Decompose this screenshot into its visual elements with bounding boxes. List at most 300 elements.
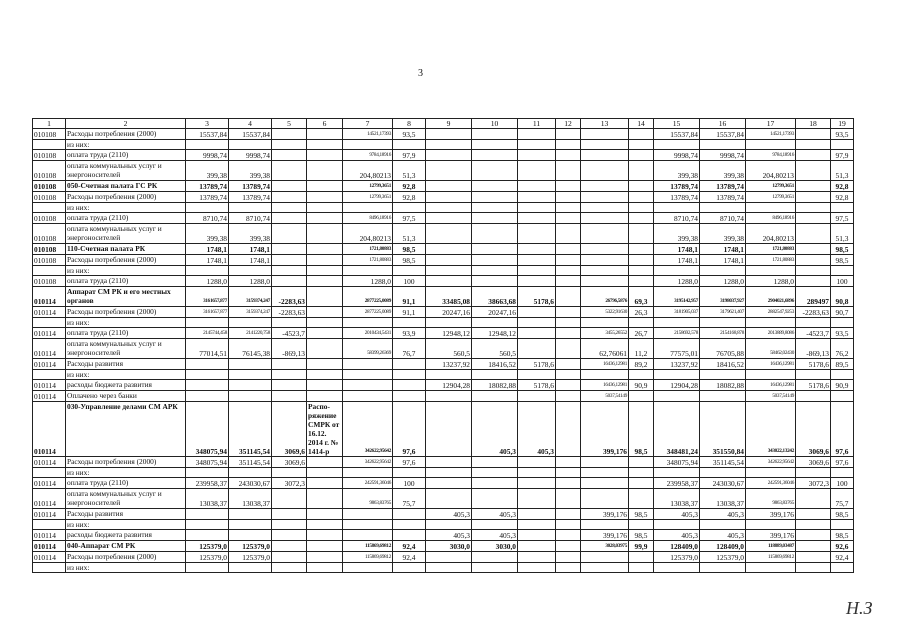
value-cell	[700, 520, 746, 530]
value-cell	[472, 478, 518, 489]
value-cell: 89,2	[629, 359, 654, 370]
value-cell	[229, 391, 272, 402]
value-cell	[426, 224, 472, 244]
value-cell	[307, 328, 343, 339]
value-cell	[272, 489, 307, 509]
value-cell	[307, 181, 343, 192]
value-cell	[518, 203, 556, 213]
value-cell: 3195142,957	[654, 287, 700, 307]
value-cell	[472, 140, 518, 150]
value-cell: 26,3	[629, 307, 654, 318]
value-cell: 98,5	[831, 509, 854, 520]
value-cell	[629, 244, 654, 255]
value-cell: 38663,68	[472, 287, 518, 307]
code-cell: 010114	[33, 541, 66, 552]
code-cell: 010108	[33, 224, 66, 244]
value-cell: 77014,51	[186, 339, 229, 359]
description-cell: оплата труда (2110)	[66, 150, 186, 161]
value-cell: 399,38	[186, 161, 229, 181]
table-row	[33, 509, 854, 520]
value-cell: 11,2	[629, 339, 654, 359]
value-cell: 13789,74	[654, 192, 700, 203]
column-number: 8	[393, 119, 426, 129]
value-cell	[518, 339, 556, 359]
value-cell	[343, 266, 393, 276]
value-cell: 13789,74	[186, 181, 229, 192]
value-cell: 14521,17393	[746, 129, 796, 140]
value-cell: 239958,37	[186, 478, 229, 489]
value-cell: 3181905,037	[654, 307, 700, 318]
value-cell: 20247,16	[472, 307, 518, 318]
column-number: 9	[426, 119, 472, 129]
value-cell: 405,3	[426, 530, 472, 541]
value-cell	[307, 203, 343, 213]
value-cell: 26796,5876	[581, 287, 629, 307]
value-cell: 399,38	[229, 161, 272, 181]
value-cell: 13237,92	[426, 359, 472, 370]
value-cell: 3069,6	[272, 457, 307, 468]
value-cell: 125379,0	[654, 552, 700, 563]
table-row	[33, 468, 854, 478]
value-cell: 93,5	[831, 328, 854, 339]
value-cell: 5178,6	[518, 359, 556, 370]
value-cell	[796, 391, 831, 402]
value-cell	[629, 266, 654, 276]
value-cell	[272, 530, 307, 541]
value-cell	[426, 192, 472, 203]
value-cell	[343, 203, 393, 213]
value-cell	[796, 244, 831, 255]
table-row	[33, 541, 854, 552]
value-cell: 399,38	[186, 224, 229, 244]
value-cell: 1288,0	[746, 276, 796, 287]
value-cell: 2154168,878	[700, 328, 746, 339]
value-cell: 97,6	[831, 402, 854, 457]
value-cell: 342622,95642	[746, 457, 796, 468]
value-cell	[426, 255, 472, 266]
value-cell	[426, 244, 472, 255]
value-cell	[518, 150, 556, 161]
value-cell	[272, 318, 307, 328]
value-cell	[307, 150, 343, 161]
value-cell: 12799,3651	[343, 192, 393, 203]
value-cell	[581, 520, 629, 530]
value-cell: 13789,74	[700, 181, 746, 192]
value-cell	[581, 150, 629, 161]
value-cell	[426, 203, 472, 213]
value-cell: 18416,52	[472, 359, 518, 370]
value-cell: 128409,0	[654, 541, 700, 552]
value-cell	[272, 192, 307, 203]
value-cell: 1288,0	[343, 276, 393, 287]
value-cell	[393, 140, 426, 150]
description-cell: Расходы потребления (2000)	[66, 307, 186, 318]
value-cell	[307, 468, 343, 478]
value-cell	[518, 541, 556, 552]
value-cell	[307, 530, 343, 541]
value-cell: 15537,84	[654, 129, 700, 140]
description-cell: расходы бюджета развития	[66, 380, 186, 391]
value-cell	[426, 391, 472, 402]
value-cell: 399,38	[654, 161, 700, 181]
value-cell: 399,176	[581, 530, 629, 541]
value-cell: 3069,6	[272, 402, 307, 457]
value-cell: 8710,74	[186, 213, 229, 224]
value-cell: 100	[393, 478, 426, 489]
code-cell: 010108	[33, 244, 66, 255]
value-cell	[272, 520, 307, 530]
table-row	[33, 140, 854, 150]
value-cell	[654, 520, 700, 530]
value-cell: 12948,12	[472, 328, 518, 339]
value-cell: 18082,88	[472, 380, 518, 391]
column-number: 17	[746, 119, 796, 129]
value-cell	[518, 530, 556, 541]
value-cell: 51,3	[393, 161, 426, 181]
value-cell	[556, 244, 581, 255]
value-cell: 125379,0	[229, 541, 272, 552]
value-cell: 342622,95642	[343, 402, 393, 457]
value-cell	[796, 213, 831, 224]
code-cell: 010108	[33, 255, 66, 266]
value-cell: 3072,3	[272, 478, 307, 489]
value-cell: 13789,74	[700, 192, 746, 203]
description-cell: оплата коммунальных услуг и энергоносителей	[66, 161, 186, 181]
value-cell	[272, 213, 307, 224]
value-cell: 348481,24	[654, 402, 700, 457]
column-number: 13	[581, 119, 629, 129]
value-cell	[186, 468, 229, 478]
value-cell	[393, 370, 426, 380]
column-number: 16	[700, 119, 746, 129]
value-cell	[272, 552, 307, 563]
value-cell: 9998,74	[229, 150, 272, 161]
value-cell	[518, 370, 556, 380]
value-cell	[472, 370, 518, 380]
value-cell: 399,176	[581, 402, 629, 457]
value-cell: 92,8	[831, 192, 854, 203]
value-cell	[700, 391, 746, 402]
value-cell: 3069,6	[796, 402, 831, 457]
table-row	[33, 478, 854, 489]
value-cell: 5037,54149	[746, 391, 796, 402]
value-cell	[629, 552, 654, 563]
value-cell	[307, 509, 343, 520]
value-cell: 242591,36046	[746, 478, 796, 489]
value-cell	[831, 468, 854, 478]
table-row	[33, 530, 854, 541]
value-cell: 204,80213	[343, 224, 393, 244]
value-cell	[654, 563, 700, 573]
value-cell: 1721,80883	[343, 244, 393, 255]
value-cell: 405,3	[426, 509, 472, 520]
value-cell	[556, 181, 581, 192]
value-cell	[556, 328, 581, 339]
value-cell: 75,7	[831, 489, 854, 509]
value-cell	[343, 359, 393, 370]
value-cell: 12799,3651	[746, 181, 796, 192]
code-cell: 010114	[33, 552, 66, 563]
value-cell: 76145,38	[229, 339, 272, 359]
value-cell: -4523,7	[272, 328, 307, 339]
value-cell	[746, 468, 796, 478]
description-cell: из них:	[66, 266, 186, 276]
value-cell	[343, 391, 393, 402]
value-cell	[831, 520, 854, 530]
value-cell	[426, 457, 472, 468]
value-cell	[556, 520, 581, 530]
value-cell	[629, 255, 654, 266]
value-cell: 1288,0	[229, 276, 272, 287]
description-cell: оплата труда (2110)	[66, 478, 186, 489]
value-cell: 1721,80883	[746, 255, 796, 266]
description-cell: 030-Управление делами СМ АРК	[66, 402, 186, 457]
value-cell	[272, 370, 307, 380]
description-cell: Аппарат СМ РК и его местных органов	[66, 287, 186, 307]
value-cell: 18082,88	[700, 380, 746, 391]
value-cell	[796, 520, 831, 530]
value-cell: 399,38	[700, 161, 746, 181]
value-cell	[343, 530, 393, 541]
value-cell	[272, 244, 307, 255]
code-cell: 010108	[33, 276, 66, 287]
value-cell	[472, 192, 518, 203]
value-cell: 16436,12981	[581, 380, 629, 391]
value-cell: 13038,37	[700, 489, 746, 509]
code-cell: 010114	[33, 328, 66, 339]
value-cell	[581, 161, 629, 181]
value-cell: 343022,13242	[746, 402, 796, 457]
value-cell	[426, 181, 472, 192]
value-cell	[472, 181, 518, 192]
value-cell: 13237,92	[654, 359, 700, 370]
value-cell	[700, 370, 746, 380]
value-cell: 98,5	[629, 530, 654, 541]
value-cell	[393, 520, 426, 530]
value-cell	[472, 552, 518, 563]
value-cell: 3159374,247	[229, 307, 272, 318]
value-cell: 204,80213	[343, 161, 393, 181]
value-cell	[556, 380, 581, 391]
value-cell	[518, 129, 556, 140]
value-cell	[796, 276, 831, 287]
value-cell: -2283,63	[272, 307, 307, 318]
code-cell	[33, 318, 66, 328]
code-cell: 010114	[33, 307, 66, 318]
value-cell: 1288,0	[654, 276, 700, 287]
value-cell: 12799,3651	[746, 192, 796, 203]
value-cell	[581, 468, 629, 478]
value-cell: 62,76061	[581, 339, 629, 359]
value-cell	[272, 541, 307, 552]
code-cell: 010108	[33, 213, 66, 224]
value-cell: 15537,84	[229, 129, 272, 140]
value-cell: 1748,1	[700, 244, 746, 255]
value-cell: 3030,0	[472, 541, 518, 552]
description-cell: 050-Счетная палата ГС РК	[66, 181, 186, 192]
value-cell	[229, 520, 272, 530]
value-cell: 3161657,877	[186, 287, 229, 307]
table-row	[33, 520, 854, 530]
value-cell: 2882547,9253	[746, 307, 796, 318]
value-cell	[796, 203, 831, 213]
value-cell	[307, 129, 343, 140]
value-cell	[556, 307, 581, 318]
code-cell: 010114	[33, 509, 66, 520]
value-cell: 92,4	[831, 552, 854, 563]
value-cell: 1748,1	[229, 255, 272, 266]
handwritten-signature: Н.З	[846, 598, 873, 618]
value-cell	[307, 255, 343, 266]
value-cell	[472, 224, 518, 244]
description-cell: Расходы потребления (2000)	[66, 192, 186, 203]
value-cell	[700, 140, 746, 150]
value-cell	[307, 541, 343, 552]
table-row	[33, 359, 854, 370]
value-cell: 8496,18916	[746, 213, 796, 224]
value-cell	[307, 307, 343, 318]
value-cell	[472, 244, 518, 255]
value-cell: 3069,6	[796, 457, 831, 468]
value-cell: 15537,84	[700, 129, 746, 140]
value-cell: 98,5	[831, 244, 854, 255]
value-cell	[556, 530, 581, 541]
value-cell	[393, 380, 426, 391]
value-cell	[629, 224, 654, 244]
value-cell	[472, 266, 518, 276]
value-cell: 348075,94	[186, 402, 229, 457]
value-cell	[518, 181, 556, 192]
code-cell	[33, 468, 66, 478]
value-cell	[272, 181, 307, 192]
value-cell	[186, 266, 229, 276]
value-cell: 399,176	[746, 530, 796, 541]
value-cell	[581, 266, 629, 276]
value-cell: 348075,94	[654, 457, 700, 468]
value-cell	[307, 380, 343, 391]
value-cell	[700, 266, 746, 276]
value-cell	[186, 391, 229, 402]
value-cell	[581, 255, 629, 266]
value-cell	[518, 318, 556, 328]
value-cell	[796, 318, 831, 328]
value-cell: 351145,54	[229, 402, 272, 457]
table-row	[33, 203, 854, 213]
value-cell	[307, 359, 343, 370]
value-cell	[556, 255, 581, 266]
value-cell	[796, 468, 831, 478]
value-cell	[581, 478, 629, 489]
value-cell	[272, 203, 307, 213]
value-cell: 26,7	[629, 328, 654, 339]
value-cell	[518, 552, 556, 563]
value-cell	[229, 318, 272, 328]
value-cell: 5178,6	[518, 380, 556, 391]
value-cell	[831, 370, 854, 380]
value-cell	[629, 192, 654, 203]
value-cell	[700, 318, 746, 328]
value-cell: 405,3	[700, 509, 746, 520]
value-cell	[393, 203, 426, 213]
value-cell	[272, 563, 307, 573]
value-cell	[629, 129, 654, 140]
value-cell	[556, 359, 581, 370]
value-cell	[518, 307, 556, 318]
value-cell	[229, 140, 272, 150]
value-cell	[272, 150, 307, 161]
value-cell	[629, 140, 654, 150]
value-cell	[229, 203, 272, 213]
value-cell: 5178,6	[796, 380, 831, 391]
value-cell	[831, 266, 854, 276]
value-cell	[393, 391, 426, 402]
value-cell	[556, 339, 581, 359]
value-cell: 399,38	[700, 224, 746, 244]
value-cell: 1748,1	[186, 244, 229, 255]
value-cell: 2877225,0089	[343, 287, 393, 307]
value-cell: 92,6	[831, 541, 854, 552]
value-cell	[229, 266, 272, 276]
value-cell: 90,7	[831, 307, 854, 318]
table-row	[33, 129, 854, 140]
column-number: 5	[272, 119, 307, 129]
value-cell: 9998,74	[186, 150, 229, 161]
value-cell	[426, 370, 472, 380]
value-cell	[393, 468, 426, 478]
value-cell	[581, 276, 629, 287]
value-cell	[272, 266, 307, 276]
value-cell: 399,176	[746, 509, 796, 520]
value-cell	[629, 150, 654, 161]
value-cell	[581, 563, 629, 573]
value-cell	[556, 457, 581, 468]
value-cell	[272, 276, 307, 287]
value-cell	[556, 468, 581, 478]
value-cell	[796, 509, 831, 520]
table-row	[33, 489, 854, 509]
value-cell	[581, 224, 629, 244]
value-cell: 92,8	[831, 181, 854, 192]
value-cell	[556, 541, 581, 552]
value-cell	[426, 266, 472, 276]
value-cell: 12904,28	[654, 380, 700, 391]
value-cell: 98,5	[831, 530, 854, 541]
value-cell	[556, 203, 581, 213]
value-cell	[796, 266, 831, 276]
value-cell	[343, 318, 393, 328]
column-number: 6	[307, 119, 343, 129]
value-cell	[746, 203, 796, 213]
value-cell	[307, 489, 343, 509]
value-cell: 2141220,758	[229, 328, 272, 339]
value-cell	[518, 520, 556, 530]
table-row	[33, 370, 854, 380]
value-cell: 13038,37	[229, 489, 272, 509]
value-cell	[581, 140, 629, 150]
value-cell	[796, 541, 831, 552]
value-cell: 399,38	[229, 224, 272, 244]
value-cell	[629, 478, 654, 489]
value-cell: 92,4	[393, 552, 426, 563]
value-cell: 93,5	[831, 129, 854, 140]
value-cell	[426, 161, 472, 181]
value-cell	[629, 457, 654, 468]
value-cell	[796, 255, 831, 266]
description-cell: Оплачено через банки	[66, 391, 186, 402]
value-cell: 13789,74	[654, 181, 700, 192]
value-cell: 9784,18916	[746, 150, 796, 161]
description-cell: оплата коммунальных услуг и энергоносителей	[66, 489, 186, 509]
